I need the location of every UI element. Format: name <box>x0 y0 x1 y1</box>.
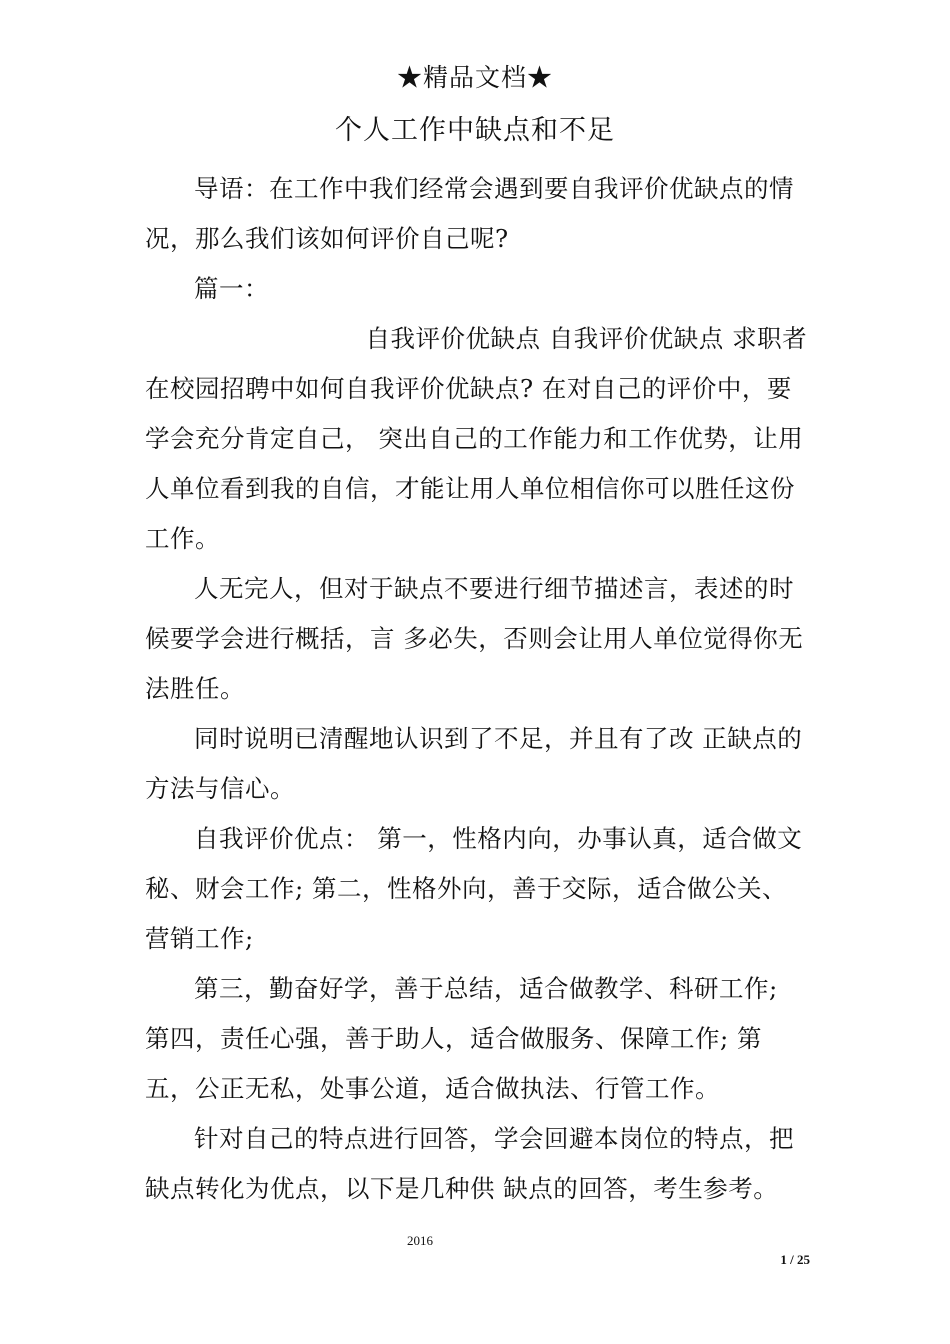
paragraph-strengths-2: 第三，勤奋好学，善于总结，适合做教学、科研工作; 第四，责任心强，善于助人，适合做服务、保障工作; 第五，公正无私，处事公道，适合做执法、行管工作。 <box>145 974 778 1103</box>
paragraph-awareness: 同时说明已清醒地认识到了不足，并且有了改 正缺点的方法与信心。 <box>145 724 803 803</box>
paragraph-answer-tips: 针对自己的特点进行回答，学会回避本岗位的特点，把缺点转化为优点，以下是几种供 缺点的回答，考生参考。 <box>145 1124 794 1203</box>
paragraph-no-one-perfect: 人无完人，但对于缺点不要进行细节描述言，表述的时候要学会进行概括，言 多必失，否则会让用人单位觉得你无法胜任。 <box>145 574 804 703</box>
header-label: ★精品文档★ <box>396 63 553 92</box>
paragraph-self-evaluation: 自我评价优缺点 自我评价优缺点 求职者在校园招聘中如何自我评价优缺点? 在对自己的评价中，要学会充分肯定自己， 突出自己的工作能力和工作优势，让用人单位看到我的自信，才能让用人单位相信你可以胜任这份工作。 <box>145 324 808 553</box>
document-title: 个人工作中缺点和不足 <box>335 115 615 146</box>
paragraph-intro: 导语：在工作中我们经常会遇到要自我评价优缺点的情况，那么我们该如何评价自己呢? <box>145 174 794 253</box>
document-body <box>145 164 810 1214</box>
page-number: 1 / 25 <box>780 1252 810 1267</box>
footer-year: 2016 <box>407 1233 433 1248</box>
paragraph-section-heading: 篇一： <box>194 274 269 303</box>
paragraph-strengths-1: 自我评价优点： 第一，性格内向，办事认真，适合做文秘、财会工作; 第二，性格外向，善于交际，适合做公关、营销工作; <box>145 824 803 953</box>
